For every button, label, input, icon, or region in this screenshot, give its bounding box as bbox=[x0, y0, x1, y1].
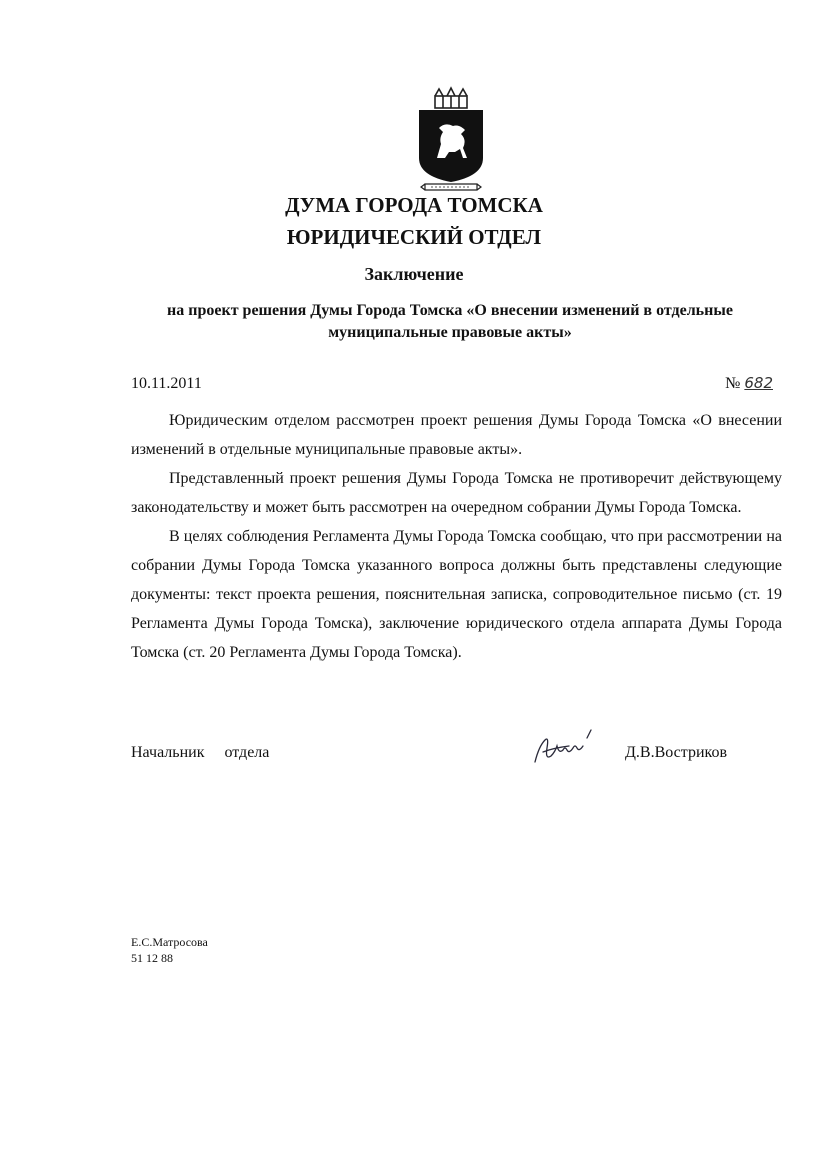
document-number-label: № bbox=[725, 375, 741, 392]
document-subject: на проект решения Думы Города Томска «О внесении изменений в отдельные муниципальные правовые акты» bbox=[167, 302, 733, 341]
tomsk-coat-of-arms-icon bbox=[415, 86, 487, 194]
document-number-value: 682 bbox=[744, 374, 773, 392]
body-paragraph: Представленный проект решения Думы Города Томска не противоречит действующему законодательству и может быть рассмотрен на очередном собрании Думы Города Томска. bbox=[131, 470, 782, 516]
body-paragraph: В целях соблюдения Регламента Думы Города Томска сообщаю, что при рассмотрении на собрании Думы Города Томска указанного вопроса должны быть представлены следующие документы: текст проекта решения, пояснительная записка, сопроводительное письмо (ст. 19 Регламента Думы Города Томска), заключение юридического отдела аппарата Думы Города Томска (ст. 20 Регламента Думы Города Томска). bbox=[131, 528, 782, 661]
department-name: ЮРИДИЧЕСКИЙ ОТДЕЛ bbox=[286, 225, 542, 249]
document-date: 10.11.2011 bbox=[131, 375, 202, 392]
body-paragraph: Юридическим отделом рассмотрен проект решения Думы Города Томска «О внесении изменений в отдельные муниципальные правовые акты». bbox=[131, 412, 782, 458]
organization-name: ДУМА ГОРОДА ТОМСКА bbox=[285, 193, 543, 217]
signer-name: Д.В.Востриков bbox=[625, 744, 728, 761]
author-name: Е.С.Матросова bbox=[131, 935, 208, 949]
document-title: Заключение bbox=[364, 264, 464, 284]
crown-icon bbox=[435, 88, 467, 108]
document-body bbox=[131, 406, 782, 667]
author-phone: 51 12 88 bbox=[131, 951, 173, 965]
handwritten-signature bbox=[529, 726, 601, 770]
document-number bbox=[725, 372, 773, 395]
signature-block bbox=[131, 742, 782, 772]
author-contact bbox=[131, 934, 208, 966]
signer-position: Начальник отдела bbox=[131, 744, 270, 761]
